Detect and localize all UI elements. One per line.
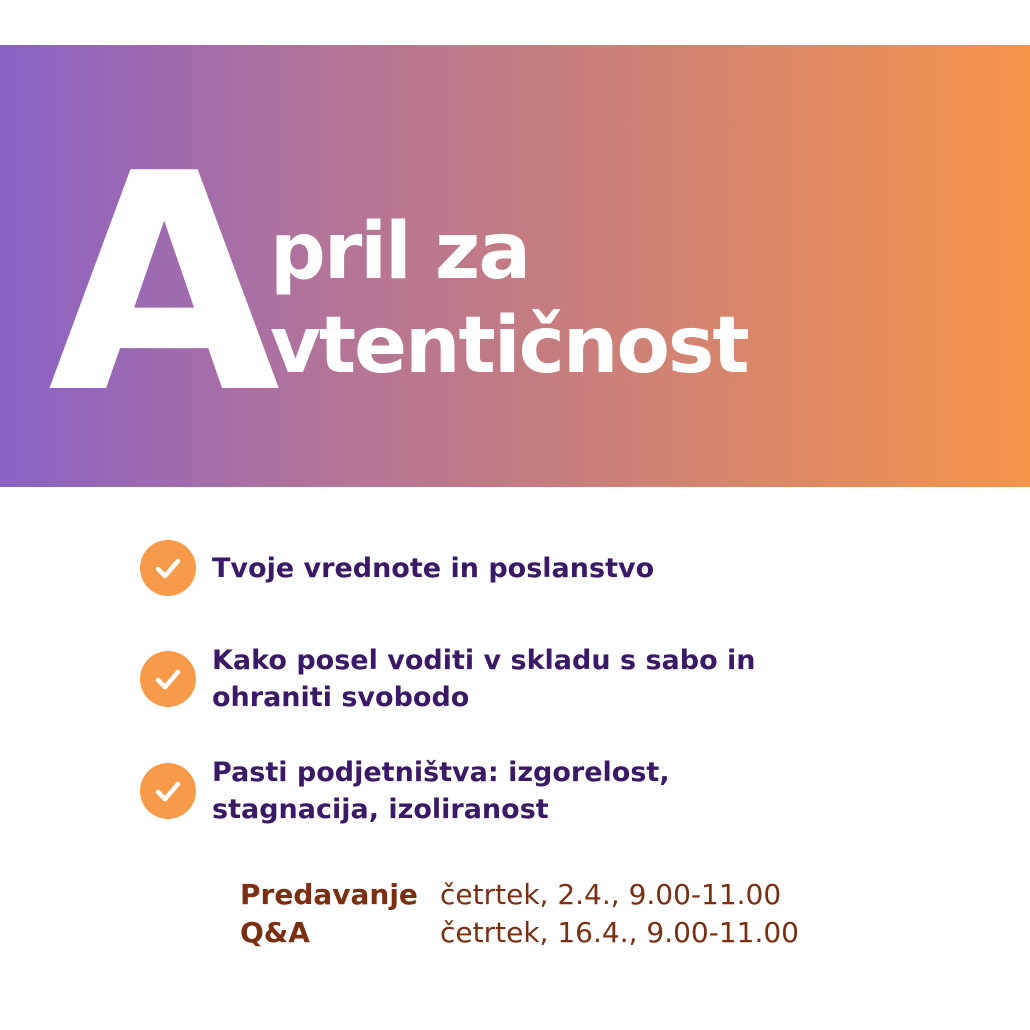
- check-circle-icon: [140, 540, 196, 596]
- header-banner: [0, 45, 1030, 487]
- title-line-2: vtentičnost: [270, 301, 748, 391]
- checklist-item-text: Kako posel voditi v skladu s sabo in ohraniti svobodo: [212, 645, 756, 713]
- checklist-item: [140, 754, 812, 828]
- checklist-item-text: Tvoje vrednote in poslanstvo: [212, 552, 655, 584]
- title-initial-letter: A: [48, 110, 275, 459]
- title-line-1: pril za: [270, 207, 529, 297]
- checklist-item: [140, 642, 812, 716]
- check-circle-icon: [140, 763, 196, 819]
- schedule-value: četrtek, 16.4., 9.00-11.00: [440, 916, 799, 949]
- schedule-value: četrtek, 2.4., 9.00-11.00: [440, 878, 782, 911]
- schedule-row: [240, 914, 799, 952]
- checklist-item-text: Pasti podjetništva: izgorelost, stagnacija, izoliranost: [212, 757, 670, 825]
- check-circle-icon: [140, 651, 196, 707]
- schedule: [240, 876, 799, 952]
- schedule-label: Predavanje: [240, 878, 418, 911]
- schedule-row: [240, 876, 799, 914]
- checklist-item: [140, 540, 812, 596]
- schedule-label: Q&A: [240, 916, 310, 949]
